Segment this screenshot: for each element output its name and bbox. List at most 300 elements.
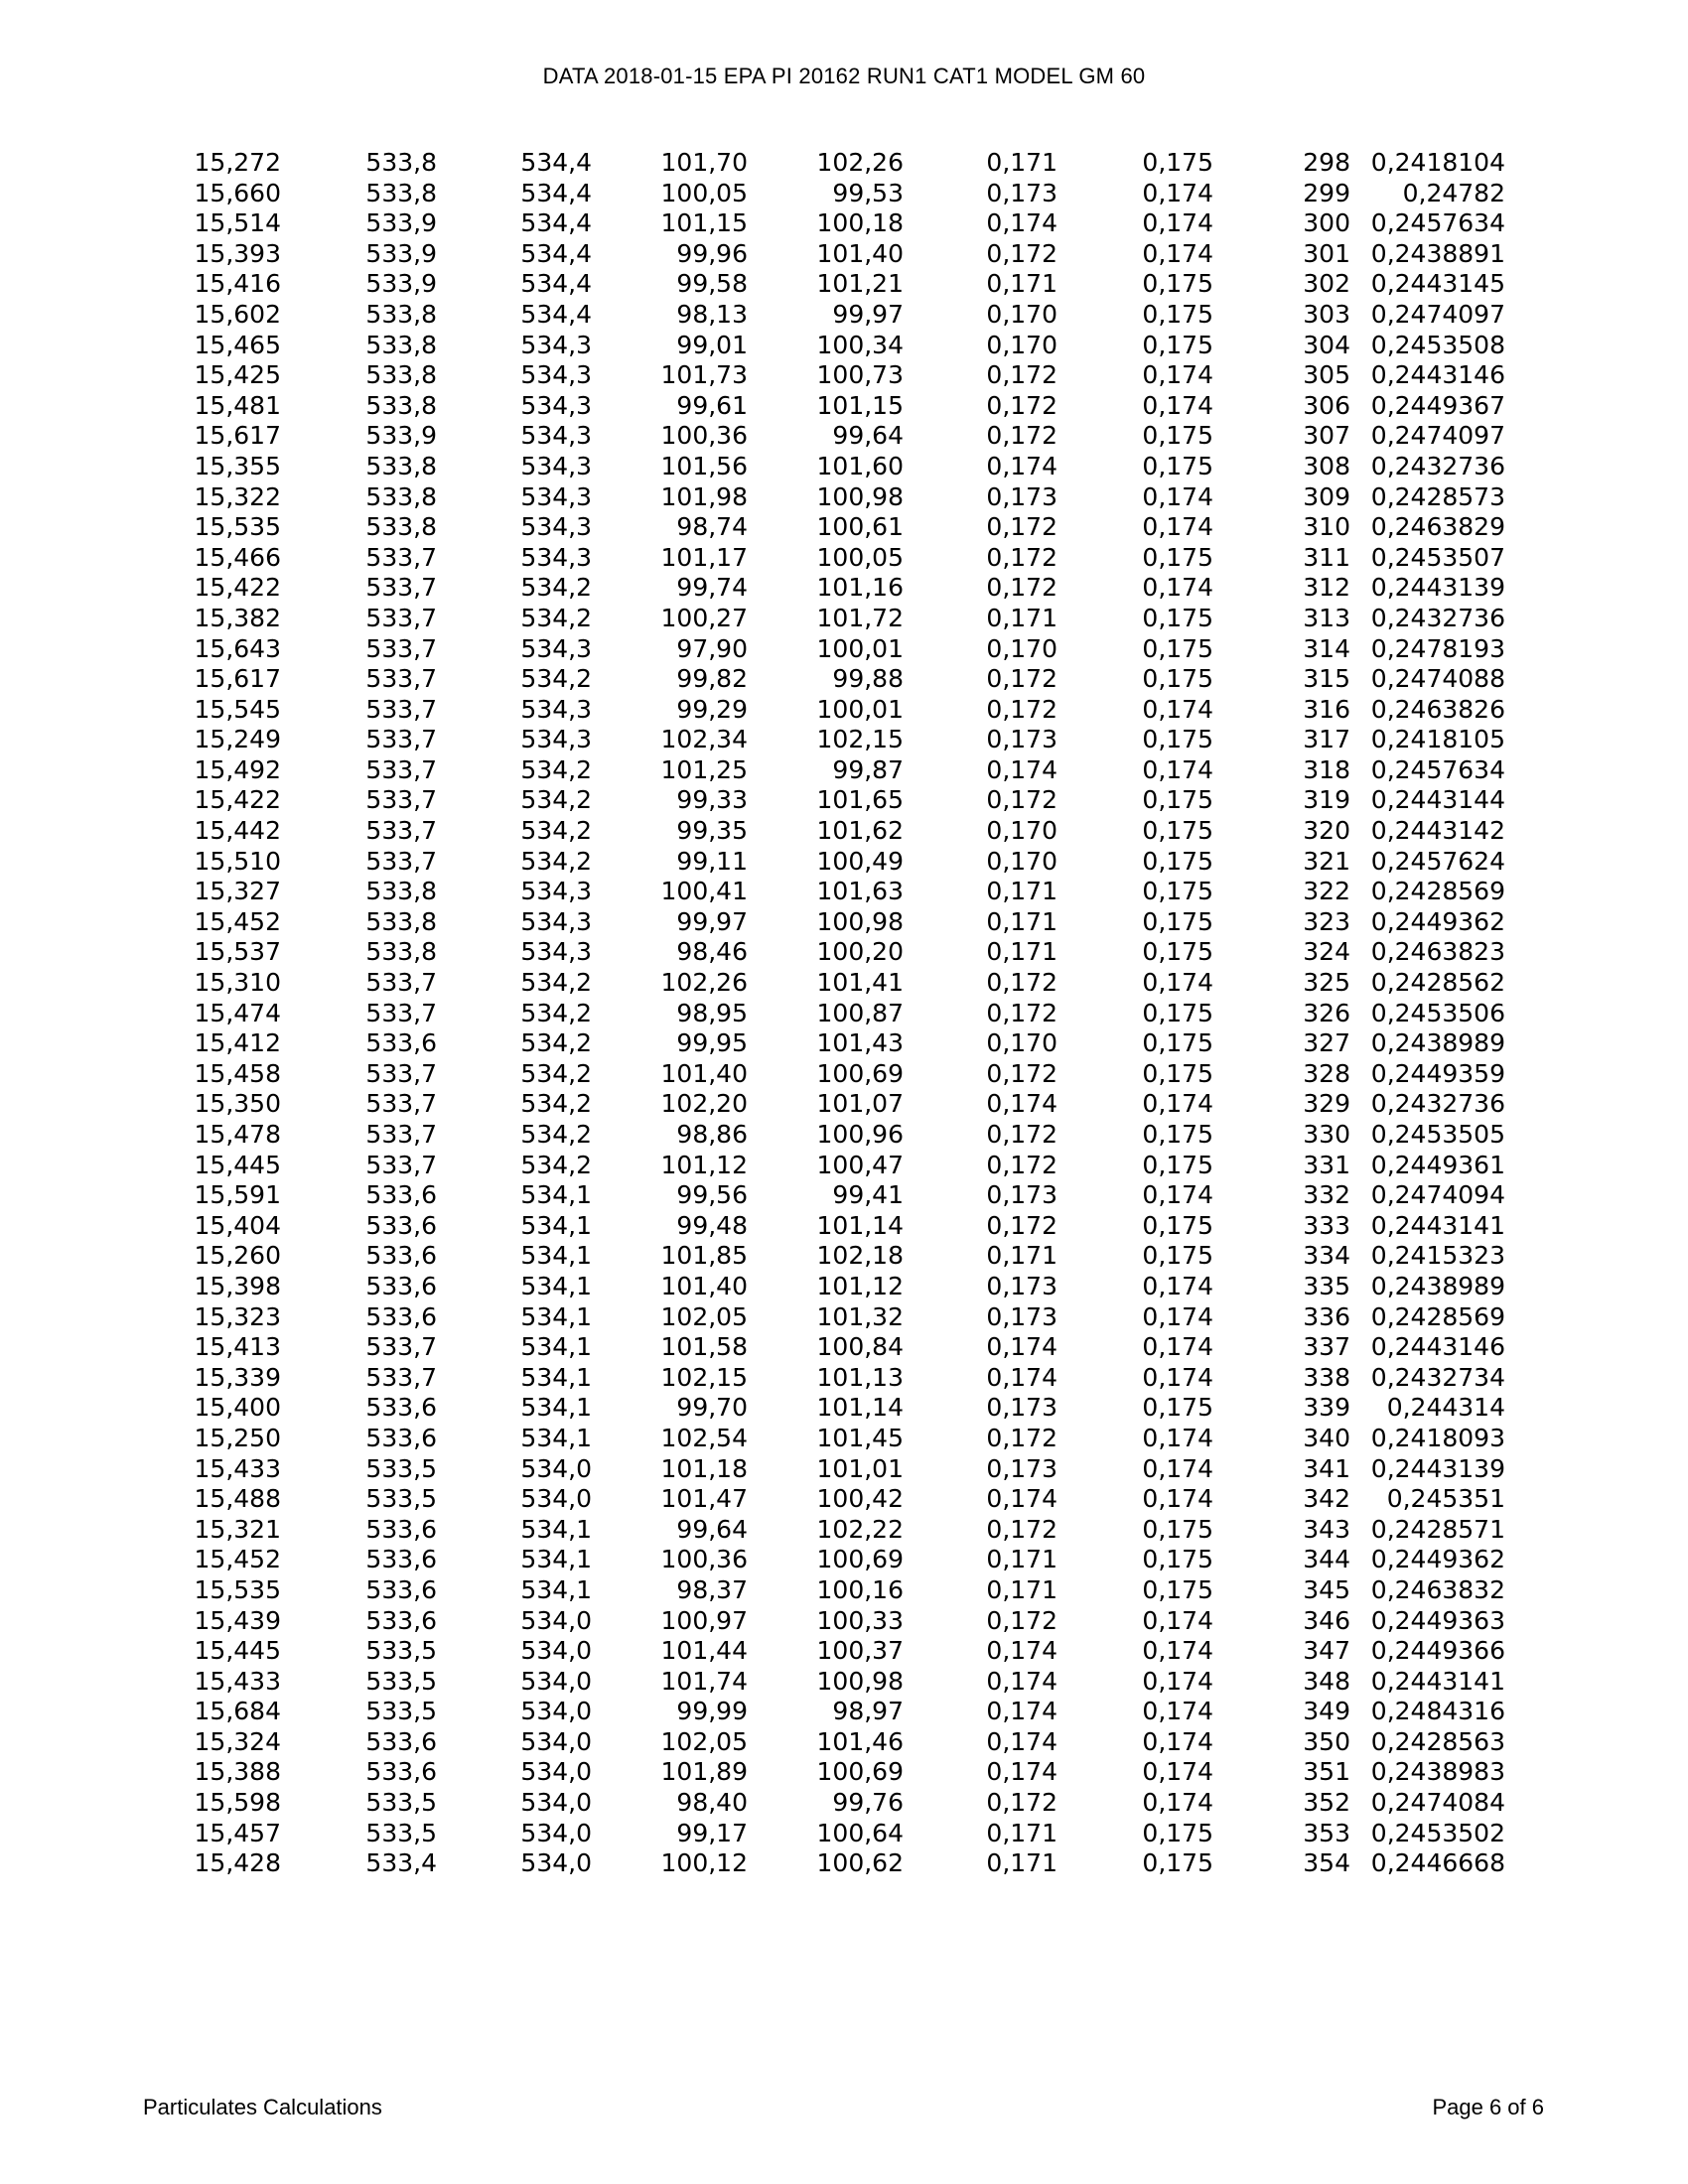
table-cell: 0,174 — [986, 208, 1057, 238]
table-cell: 0,174 — [1142, 1301, 1213, 1331]
table-cell: 0,2443139 — [1370, 1453, 1505, 1483]
table-cell: 100,16 — [816, 1574, 904, 1604]
table-cell: 313 — [1303, 603, 1350, 632]
table-cell: 15,321 — [194, 1514, 281, 1544]
table-cell: 534,3 — [520, 390, 592, 420]
table-cell: 99,99 — [676, 1697, 748, 1726]
table-row — [149, 664, 1505, 695]
table-cell: 15,466 — [194, 542, 281, 572]
table-cell: 0,174 — [986, 1332, 1057, 1362]
table-cell: 0,171 — [986, 1545, 1057, 1574]
table-cell: 534,3 — [520, 360, 592, 390]
table-cell: 101,12 — [660, 1150, 748, 1179]
table-cell: 99,96 — [676, 238, 748, 268]
table-cell: 301 — [1303, 238, 1350, 268]
table-cell: 0,175 — [1142, 1818, 1213, 1847]
table-cell: 0,174 — [1142, 1726, 1213, 1756]
table-cell: 354 — [1303, 1848, 1350, 1878]
table-cell: 533,6 — [365, 1574, 437, 1604]
table-cell: 533,7 — [365, 1058, 437, 1088]
table-cell: 533,7 — [365, 785, 437, 815]
table-cell: 533,7 — [365, 816, 437, 846]
table-row — [149, 968, 1505, 999]
table-cell: 0,172 — [986, 998, 1057, 1027]
table-cell: 0,2449363 — [1370, 1605, 1505, 1635]
table-row — [149, 1667, 1505, 1698]
table-cell: 0,174 — [1142, 1332, 1213, 1362]
table-row — [149, 1393, 1505, 1424]
table-cell: 0,2457634 — [1370, 754, 1505, 784]
table-cell: 533,5 — [365, 1666, 437, 1696]
table-cell: 534,2 — [520, 785, 592, 815]
table-cell: 0,2449366 — [1370, 1636, 1505, 1666]
table-cell: 102,18 — [816, 1241, 904, 1271]
table-cell: 102,20 — [660, 1089, 748, 1119]
table-cell: 0,171 — [986, 269, 1057, 299]
table-cell: 0,174 — [1142, 1788, 1213, 1818]
table-cell: 0,172 — [986, 360, 1057, 390]
table-cell: 534,3 — [520, 451, 592, 480]
table-cell: 15,488 — [194, 1484, 281, 1514]
table-cell: 533,8 — [365, 360, 437, 390]
table-cell: 15,445 — [194, 1150, 281, 1179]
table-cell: 533,5 — [365, 1788, 437, 1818]
table-cell: 15,660 — [194, 178, 281, 207]
table-cell: 533,8 — [365, 390, 437, 420]
table-cell: 99,58 — [676, 269, 748, 299]
table-cell: 533,6 — [365, 1210, 437, 1240]
table-cell: 0,174 — [1142, 1453, 1213, 1483]
table-cell: 534,4 — [520, 238, 592, 268]
table-cell: 0,2453508 — [1370, 330, 1505, 359]
table-cell: 0,173 — [986, 1301, 1057, 1331]
table-cell: 344 — [1303, 1545, 1350, 1574]
table-cell: 305 — [1303, 360, 1350, 390]
table-cell: 101,07 — [816, 1089, 904, 1119]
table-cell: 0,244314 — [1386, 1393, 1505, 1423]
table-cell: 100,96 — [816, 1120, 904, 1149]
table-cell: 0,172 — [986, 785, 1057, 815]
table-row — [149, 785, 1505, 816]
table-cell: 0,173 — [986, 178, 1057, 207]
table-cell: 329 — [1303, 1089, 1350, 1119]
table-cell: 100,69 — [816, 1058, 904, 1088]
table-cell: 0,2415323 — [1370, 1241, 1505, 1271]
table-cell: 533,7 — [365, 694, 437, 724]
table-cell: 101,40 — [660, 1058, 748, 1088]
table-cell: 0,170 — [986, 330, 1057, 359]
table-cell: 534,0 — [520, 1697, 592, 1726]
table-cell: 0,2474088 — [1370, 664, 1505, 694]
table-cell: 0,2428569 — [1370, 1301, 1505, 1331]
table-cell: 101,40 — [660, 1271, 748, 1300]
table-cell: 534,1 — [520, 1210, 592, 1240]
table-cell: 101,14 — [816, 1393, 904, 1423]
table-cell: 338 — [1303, 1362, 1350, 1392]
table-cell: 0,174 — [986, 1697, 1057, 1726]
table-cell: 102,15 — [816, 725, 904, 754]
table-cell: 534,2 — [520, 1120, 592, 1149]
table-cell: 534,2 — [520, 1058, 592, 1088]
table-cell: 534,0 — [520, 1757, 592, 1787]
table-cell: 0,24782 — [1402, 178, 1505, 207]
table-cell: 0,171 — [986, 148, 1057, 177]
table-cell: 0,2428562 — [1370, 968, 1505, 998]
table-cell: 300 — [1303, 208, 1350, 238]
table-cell: 100,49 — [816, 846, 904, 876]
table-cell: 0,2418105 — [1370, 725, 1505, 754]
table-cell: 99,64 — [832, 421, 904, 451]
table-cell: 0,174 — [1142, 481, 1213, 511]
table-cell: 533,5 — [365, 1697, 437, 1726]
table-cell: 100,98 — [816, 481, 904, 511]
table-row — [149, 1272, 1505, 1302]
table-row — [149, 877, 1505, 907]
table-cell: 102,26 — [816, 148, 904, 177]
table-cell: 534,3 — [520, 694, 592, 724]
table-cell: 310 — [1303, 512, 1350, 542]
table-cell: 534,2 — [520, 573, 592, 603]
table-cell: 533,6 — [365, 1180, 437, 1210]
table-cell: 15,439 — [194, 1605, 281, 1635]
table-row — [149, 573, 1505, 604]
table-cell: 534,0 — [520, 1666, 592, 1696]
table-cell: 98,86 — [676, 1120, 748, 1149]
table-row — [149, 360, 1505, 391]
table-cell: 100,84 — [816, 1332, 904, 1362]
table-cell: 102,22 — [816, 1514, 904, 1544]
table-row — [149, 1848, 1505, 1879]
table-cell: 0,2432736 — [1370, 1089, 1505, 1119]
table-cell: 101,12 — [816, 1271, 904, 1300]
table-cell: 0,174 — [986, 1757, 1057, 1787]
table-cell: 98,13 — [676, 299, 748, 329]
table-cell: 533,7 — [365, 1120, 437, 1149]
table-cell: 100,64 — [816, 1818, 904, 1847]
table-cell: 534,4 — [520, 178, 592, 207]
table-cell: 0,171 — [986, 1241, 1057, 1271]
table-cell: 533,8 — [365, 481, 437, 511]
table-cell: 0,174 — [1142, 208, 1213, 238]
table-cell: 0,172 — [986, 390, 1057, 420]
table-cell: 534,3 — [520, 937, 592, 967]
table-cell: 101,25 — [660, 754, 748, 784]
table-cell: 534,3 — [520, 330, 592, 359]
table-cell: 100,98 — [816, 906, 904, 936]
table-row — [149, 543, 1505, 574]
table-row — [149, 1636, 1505, 1667]
table-cell: 100,05 — [816, 542, 904, 572]
table-cell: 0,174 — [1142, 694, 1213, 724]
table-cell: 533,8 — [365, 937, 437, 967]
table-cell: 0,174 — [1142, 1423, 1213, 1452]
table-cell: 533,7 — [365, 754, 437, 784]
table-cell: 307 — [1303, 421, 1350, 451]
table-cell: 534,0 — [520, 1484, 592, 1514]
table-cell: 533,8 — [365, 178, 437, 207]
table-cell: 15,382 — [194, 603, 281, 632]
table-cell: 100,69 — [816, 1545, 904, 1574]
table-cell: 0,174 — [1142, 1362, 1213, 1392]
table-cell: 0,175 — [1142, 1545, 1213, 1574]
table-row — [149, 1151, 1505, 1181]
table-cell: 15,428 — [194, 1848, 281, 1878]
table-cell: 314 — [1303, 633, 1350, 663]
table-cell: 15,339 — [194, 1362, 281, 1392]
table-cell: 0,2428569 — [1370, 877, 1505, 906]
table-cell: 101,58 — [660, 1332, 748, 1362]
table-row — [149, 1180, 1505, 1211]
table-cell: 99,53 — [832, 178, 904, 207]
table-cell: 15,643 — [194, 633, 281, 663]
table-cell: 101,72 — [816, 603, 904, 632]
table-cell: 534,3 — [520, 512, 592, 542]
table-cell: 0,172 — [986, 694, 1057, 724]
table-cell: 533,6 — [365, 1028, 437, 1058]
table-row — [149, 482, 1505, 513]
table-cell: 324 — [1303, 937, 1350, 967]
table-cell: 0,174 — [1142, 1484, 1213, 1514]
table-cell: 0,2443142 — [1370, 816, 1505, 846]
table-cell: 102,54 — [660, 1423, 748, 1452]
table-cell: 101,32 — [816, 1301, 904, 1331]
data-table-body — [149, 148, 1505, 1879]
table-cell: 100,87 — [816, 998, 904, 1027]
table-row — [149, 452, 1505, 482]
table-cell: 0,2449362 — [1370, 1545, 1505, 1574]
table-cell: 102,05 — [660, 1301, 748, 1331]
table-cell: 0,170 — [986, 1028, 1057, 1058]
table-cell: 101,15 — [660, 208, 748, 238]
table-row — [149, 1059, 1505, 1090]
table-cell: 0,172 — [986, 542, 1057, 572]
table-cell: 353 — [1303, 1818, 1350, 1847]
table-cell: 0,2453505 — [1370, 1120, 1505, 1149]
table-cell: 533,9 — [365, 238, 437, 268]
table-cell: 0,171 — [986, 603, 1057, 632]
table-cell: 101,15 — [816, 390, 904, 420]
table-cell: 533,7 — [365, 573, 437, 603]
table-cell: 312 — [1303, 573, 1350, 603]
table-cell: 0,172 — [986, 512, 1057, 542]
table-cell: 98,46 — [676, 937, 748, 967]
table-cell: 15,393 — [194, 238, 281, 268]
table-cell: 534,2 — [520, 1028, 592, 1058]
table-cell: 98,97 — [832, 1697, 904, 1726]
table-cell: 15,398 — [194, 1271, 281, 1300]
table-cell: 102,26 — [660, 968, 748, 998]
table-cell: 99,17 — [676, 1818, 748, 1847]
table-cell: 15,433 — [194, 1453, 281, 1483]
table-cell: 343 — [1303, 1514, 1350, 1544]
table-cell: 0,174 — [1142, 390, 1213, 420]
table-cell: 534,2 — [520, 754, 592, 784]
table-cell: 0,2443139 — [1370, 573, 1505, 603]
table-cell: 534,3 — [520, 633, 592, 663]
footer-document-name: Particulates Calculations — [143, 2095, 382, 2119]
table-cell: 533,7 — [365, 1089, 437, 1119]
table-cell: 0,174 — [1142, 968, 1213, 998]
table-cell: 0,175 — [1142, 1574, 1213, 1604]
table-cell: 98,37 — [676, 1574, 748, 1604]
table-cell: 15,537 — [194, 937, 281, 967]
table-cell: 0,174 — [1142, 1666, 1213, 1696]
table-cell: 101,16 — [816, 573, 904, 603]
table-cell: 0,172 — [986, 1210, 1057, 1240]
table-cell: 0,174 — [1142, 360, 1213, 390]
table-row — [149, 634, 1505, 665]
table-row — [149, 725, 1505, 755]
table-cell: 15,514 — [194, 208, 281, 238]
table-cell: 309 — [1303, 481, 1350, 511]
table-row — [149, 1302, 1505, 1333]
table-row — [149, 179, 1505, 209]
table-cell: 534,2 — [520, 816, 592, 846]
table-cell: 534,3 — [520, 481, 592, 511]
table-cell: 99,48 — [676, 1210, 748, 1240]
table-cell: 15,400 — [194, 1393, 281, 1423]
table-cell: 0,173 — [986, 1393, 1057, 1423]
table-cell: 15,433 — [194, 1666, 281, 1696]
table-cell: 533,5 — [365, 1818, 437, 1847]
table-row — [149, 239, 1505, 270]
table-cell: 533,7 — [365, 664, 437, 694]
table-cell: 534,2 — [520, 998, 592, 1027]
table-cell: 0,2474084 — [1370, 1788, 1505, 1818]
table-cell: 534,0 — [520, 1848, 592, 1878]
table-cell: 533,7 — [365, 725, 437, 754]
table-cell: 101,44 — [660, 1636, 748, 1666]
table-cell: 0,175 — [1142, 1210, 1213, 1240]
table-cell: 0,173 — [986, 481, 1057, 511]
table-cell: 101,63 — [816, 877, 904, 906]
table-cell: 101,60 — [816, 451, 904, 480]
table-cell: 0,174 — [986, 1089, 1057, 1119]
table-cell: 533,8 — [365, 299, 437, 329]
table-cell: 0,171 — [986, 906, 1057, 936]
table-cell: 0,174 — [986, 1362, 1057, 1392]
table-cell: 533,7 — [365, 968, 437, 998]
table-row — [149, 1727, 1505, 1758]
table-cell: 98,74 — [676, 512, 748, 542]
table-cell: 15,442 — [194, 816, 281, 846]
table-cell: 316 — [1303, 694, 1350, 724]
table-cell: 351 — [1303, 1757, 1350, 1787]
table-cell: 534,0 — [520, 1605, 592, 1635]
table-cell: 534,1 — [520, 1332, 592, 1362]
table-cell: 534,1 — [520, 1241, 592, 1271]
table-cell: 0,173 — [986, 1271, 1057, 1300]
table-cell: 533,7 — [365, 542, 437, 572]
table-cell: 0,175 — [1142, 330, 1213, 359]
table-cell: 0,2443146 — [1370, 1332, 1505, 1362]
table-cell: 100,42 — [816, 1484, 904, 1514]
table-cell: 0,175 — [1142, 725, 1213, 754]
table-cell: 331 — [1303, 1150, 1350, 1179]
table-cell: 0,174 — [986, 1666, 1057, 1696]
table-cell: 101,62 — [816, 816, 904, 846]
table-cell: 101,17 — [660, 542, 748, 572]
table-cell: 318 — [1303, 754, 1350, 784]
table-cell: 98,40 — [676, 1788, 748, 1818]
table-cell: 15,350 — [194, 1089, 281, 1119]
table-cell: 99,11 — [676, 846, 748, 876]
table-cell: 101,89 — [660, 1757, 748, 1787]
table-cell: 100,20 — [816, 937, 904, 967]
table-cell: 99,87 — [832, 754, 904, 784]
table-cell: 534,3 — [520, 877, 592, 906]
table-cell: 101,13 — [816, 1362, 904, 1392]
table-cell: 15,324 — [194, 1726, 281, 1756]
table-cell: 308 — [1303, 451, 1350, 480]
table-cell: 0,2474097 — [1370, 299, 1505, 329]
table-cell: 100,05 — [660, 178, 748, 207]
table-cell: 99,01 — [676, 330, 748, 359]
table-cell: 533,8 — [365, 512, 437, 542]
table-cell: 15,684 — [194, 1697, 281, 1726]
table-cell: 0,175 — [1142, 846, 1213, 876]
table-cell: 534,1 — [520, 1514, 592, 1544]
table-cell: 337 — [1303, 1332, 1350, 1362]
table-cell: 0,2432734 — [1370, 1362, 1505, 1392]
table-cell: 534,1 — [520, 1545, 592, 1574]
table-cell: 0,2428571 — [1370, 1514, 1505, 1544]
table-cell: 101,98 — [660, 481, 748, 511]
table-cell: 101,43 — [816, 1028, 904, 1058]
table-cell: 345 — [1303, 1574, 1350, 1604]
table-cell: 99,61 — [676, 390, 748, 420]
table-cell: 101,18 — [660, 1453, 748, 1483]
table-cell: 534,0 — [520, 1453, 592, 1483]
table-cell: 0,175 — [1142, 1393, 1213, 1423]
table-row — [149, 1757, 1505, 1788]
table-row — [149, 1788, 1505, 1819]
table-cell: 100,97 — [660, 1605, 748, 1635]
table-cell: 339 — [1303, 1393, 1350, 1423]
table-cell: 0,2449362 — [1370, 906, 1505, 936]
table-cell: 100,33 — [816, 1605, 904, 1635]
table-cell: 533,7 — [365, 846, 437, 876]
table-cell: 352 — [1303, 1788, 1350, 1818]
table-cell: 0,2474097 — [1370, 421, 1505, 451]
table-cell: 534,3 — [520, 542, 592, 572]
table-cell: 0,175 — [1142, 1058, 1213, 1088]
table-cell: 15,617 — [194, 421, 281, 451]
table-cell: 533,5 — [365, 1636, 437, 1666]
footer-page-number: Page 6 of 6 — [1432, 2095, 1544, 2119]
table-row — [149, 512, 1505, 543]
table-row — [149, 907, 1505, 938]
table-cell: 336 — [1303, 1301, 1350, 1331]
table-cell: 101,40 — [816, 238, 904, 268]
table-cell: 0,172 — [986, 664, 1057, 694]
table-cell: 0,174 — [1142, 754, 1213, 784]
table-cell: 0,172 — [986, 1120, 1057, 1149]
table-cell: 534,4 — [520, 148, 592, 177]
table-cell: 0,2438989 — [1370, 1028, 1505, 1058]
table-row — [149, 1120, 1505, 1151]
table-cell: 533,5 — [365, 1453, 437, 1483]
table-cell: 100,36 — [660, 421, 748, 451]
table-cell: 101,73 — [660, 360, 748, 390]
table-cell: 15,465 — [194, 330, 281, 359]
table-cell: 0,174 — [1142, 178, 1213, 207]
table-cell: 533,7 — [365, 1362, 437, 1392]
table-cell: 0,175 — [1142, 1241, 1213, 1271]
table-cell: 100,01 — [816, 694, 904, 724]
table-row — [149, 755, 1505, 786]
table-cell: 533,8 — [365, 906, 437, 936]
